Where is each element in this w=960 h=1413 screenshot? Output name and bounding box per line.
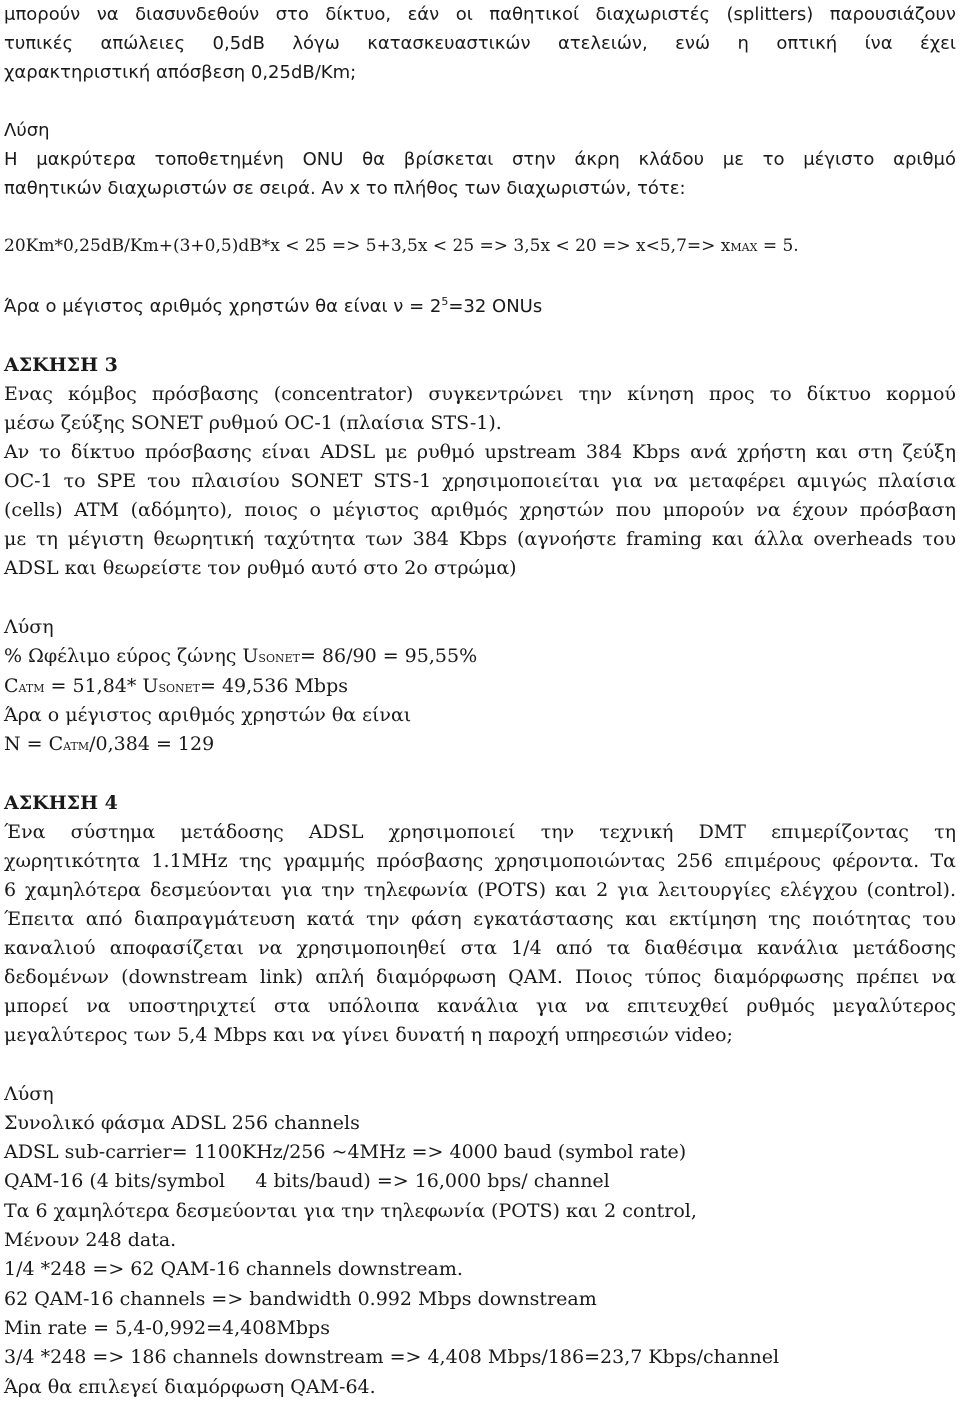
solution-line: Min rate = 5,4-0,992=4,408Mbps bbox=[4, 1317, 330, 1339]
solution-line: 62 QAM-16 channels => bandwidth 0.992 Mbps downstream bbox=[4, 1288, 597, 1310]
question-text-line: τυπικές απώλειες 0,5dB λόγω κατασκευαστικών ατελειών, ενώ η οπτική ίνα έχει bbox=[4, 33, 956, 54]
question-text-line: 6 χαμηλότερα δεσμεύονται για την τηλεφωνία (POTS) και 2 για λειτουργίες ελέγχου (control). bbox=[4, 879, 956, 901]
question-text-line: OC-1 το SPE του πλαισίου SONET STS-1 χρησιμοποιείται για να μεταφέρει αμιγώς πλαίσια bbox=[4, 470, 956, 492]
solution-line bbox=[4, 675, 348, 698]
solution-line: Τα 6 χαμηλότερα δεσμεύονται για την τηλεφωνία (POTS) και 2 control, bbox=[4, 1200, 697, 1222]
solution-text: C bbox=[4, 675, 19, 697]
solution-line: Συνολικό φάσμα ADSL 256 channels bbox=[4, 1112, 360, 1134]
subscript: ATM bbox=[18, 682, 45, 695]
solution-text: N = C bbox=[4, 733, 64, 755]
question-text-line: μπορεί να υποστηριχτεί στα υπόλοιπα κανάλια για να επιτευχθεί ρυθμός μεγαλύτερος bbox=[4, 995, 956, 1017]
solution-text: /0,384 = 129 bbox=[89, 733, 215, 755]
result-exponent: 5 bbox=[441, 295, 449, 308]
solution-line: 3/4 *248 => 186 channels downstream => 4,408 Mbps/186=23,7 Kbps/channel bbox=[4, 1346, 780, 1368]
solution-line bbox=[4, 733, 214, 756]
solution-line: Μένουν 248 data. bbox=[4, 1229, 177, 1251]
question-text-line: (cells) ATM (αδόμητο), ποιος ο μέγιστος αριθμός χρηστών που μπορούν να έχουν πρόσβαση bbox=[4, 499, 956, 521]
question-text-line: χαρακτηριστική απόσβεση 0,25dB/Km; bbox=[4, 62, 357, 83]
exercise-heading: ΑΣΚΗΣΗ 3 bbox=[4, 354, 118, 376]
question-text-line: με τη μέγιστη θεωρητική ταχύτητα των 384 Kbps (αγνοήστε framing και άλλα overheads του bbox=[4, 528, 956, 550]
solution-label: Λύση bbox=[4, 120, 50, 141]
question-text-line: Αν το δίκτυο πρόσβασης είναι ADSL με ρυθμό upstream 384 Kbps ανά χρήστη και στη ζεύξη bbox=[4, 441, 956, 463]
formula-line bbox=[4, 236, 799, 256]
solution-text: = 49,536 Mbps bbox=[200, 675, 349, 697]
solution-text: = 51,84* U bbox=[44, 675, 159, 697]
solution-label: Λύση bbox=[4, 616, 54, 638]
question-text-line: μεγαλύτερος των 5,4 Mbps και να γίνει δυνατή η παροχή υπηρεσιών video; bbox=[4, 1024, 733, 1046]
solution-text-line: παθητικών διαχωριστών σε σειρά. Αν x το πλήθος των διαχωριστών, τότε: bbox=[4, 178, 686, 199]
question-text-line: καναλιού αποφασίζεται να χρησιμοποιηθεί στα 1/4 από τα διαθέσιμα κανάλια μετάδοσης bbox=[4, 937, 956, 959]
solution-line: Άρα ο μέγιστος αριθμός χρηστών θα είναι bbox=[4, 704, 412, 726]
solution-line: QAM-16 (4 bits/symbol 4 bits/baud) => 16,000 bps/ channel bbox=[4, 1170, 610, 1192]
result-text: Άρα ο μέγιστος αριθμός χρηστών θα είναι ν = 2 bbox=[4, 296, 442, 317]
solution-label: Λύση bbox=[4, 1083, 54, 1105]
formula-end: = 5. bbox=[757, 236, 799, 256]
question-text-line: Έπειτα από διαπραγμάτευση κατά την φάση εγκατάστασης και εκτίμηση της ποιότητας του bbox=[4, 908, 956, 930]
subscript: SONET bbox=[258, 652, 300, 665]
solution-text: = 86/90 = 95,55% bbox=[299, 645, 478, 667]
formula-main: 20Km*0,25dB/Km+(3+0,5)dB*x < 25 => 5+3,5x < 25 => 3,5x < 20 => x<5,7=> x bbox=[4, 236, 731, 256]
subscript: ATM bbox=[63, 740, 90, 753]
solution-line: 1/4 *248 => 62 QAM-16 channels downstream. bbox=[4, 1258, 463, 1280]
question-text-line: ADSL και θεωρείστε τον ρυθμό αυτό στο 2ο στρώμα) bbox=[4, 557, 517, 579]
question-text-line: Ενας κόμβος πρόσβασης (concentrator) συγκεντρώνει την κίνηση προς το δίκτυο κορμού bbox=[4, 383, 956, 405]
question-text-line: μέσω ζεύξης SONET ρυθμού OC-1 (πλαίσια STS-1). bbox=[4, 412, 502, 434]
formula-subscript: MAX bbox=[730, 241, 758, 254]
subscript: SONET bbox=[158, 682, 200, 695]
question-text-line: Ένα σύστημα μετάδοσης ADSL χρησιμοποιεί την τεχνική DMT επιμερίζοντας τη bbox=[4, 821, 956, 843]
solution-line: Άρα θα επιλεγεί διαμόρφωση QAM-64. bbox=[4, 1376, 376, 1398]
solution-text: % Ωφέλιμο εύρος ζώνης U bbox=[4, 645, 259, 667]
exercise-heading: ΑΣΚΗΣΗ 4 bbox=[4, 792, 118, 814]
question-text-line: χωρητικότητα 1.1MHz της γραμμής πρόσβασης χρησιμοποιώντας 256 επιμέρους φέροντα. Τα bbox=[4, 850, 956, 872]
solution-text-line: Η μακρύτερα τοποθετημένη ONU θα βρίσκεται στην άκρη κλάδου με το μέγιστο αριθμό bbox=[4, 149, 956, 170]
question-text-line: μπορούν να διασυνδεθούν στο δίκτυο, εάν οι παθητικοί διαχωριστές (splitters) παρουσιάζουν bbox=[4, 4, 956, 25]
result-line bbox=[4, 295, 542, 318]
result-value: =32 ONUs bbox=[448, 296, 543, 317]
solution-line: ADSL sub-carrier= 1100KHz/256 ~4MHz => 4000 baud (symbol rate) bbox=[4, 1141, 687, 1163]
question-text-line: δεδομένων (downstream link) απλή διαμόρφωση QAM. Ποιος τύπος διαμόρφωσης πρέπει να bbox=[4, 966, 956, 988]
solution-line bbox=[4, 645, 477, 668]
